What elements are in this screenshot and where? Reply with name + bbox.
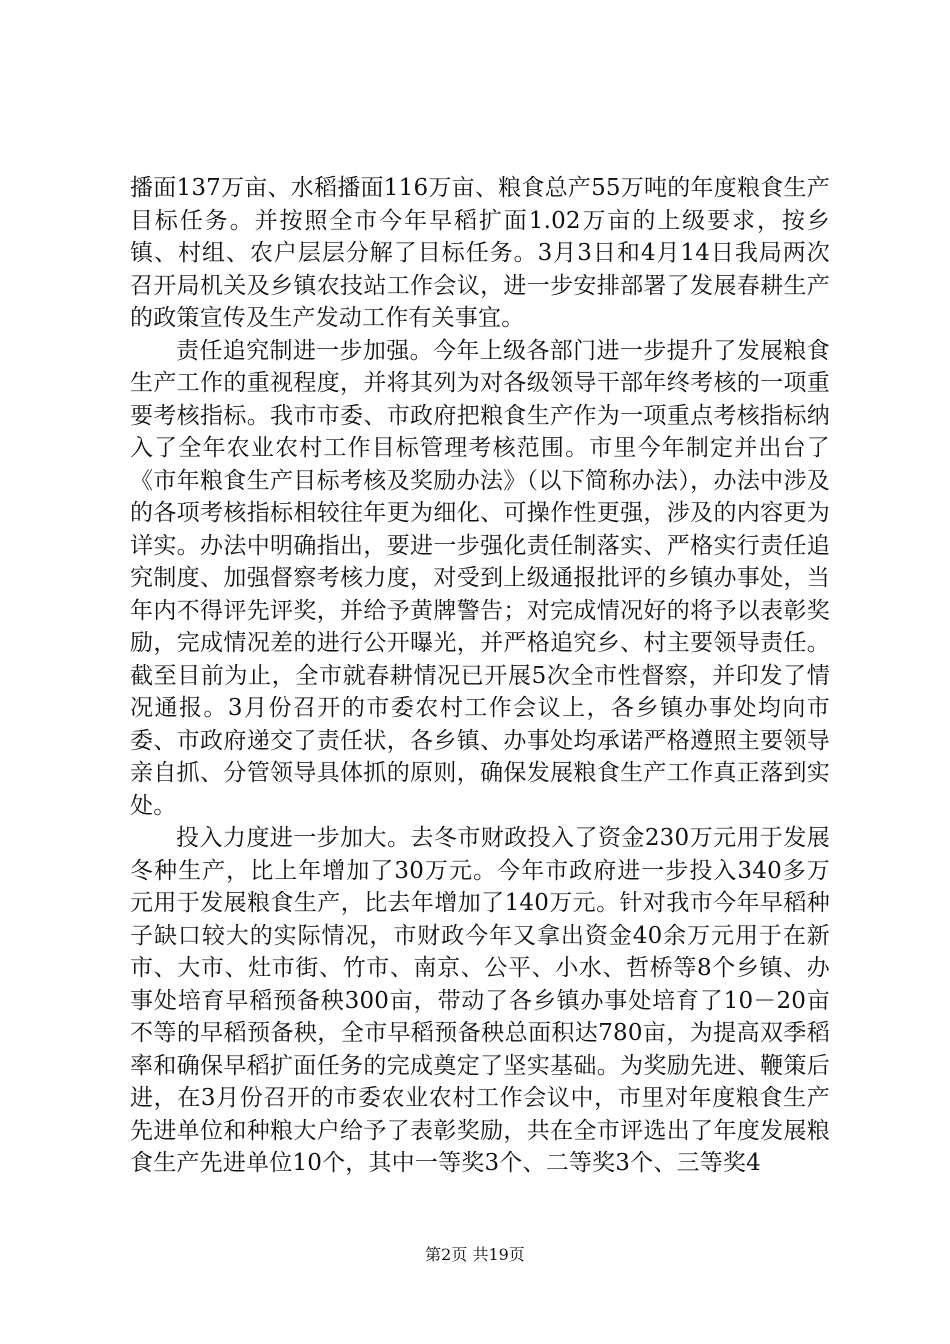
paragraph-investment: 投入力度进一步加大。去冬市财政投入了资金230万元用于发展冬种生产，比上年增加了30万元。今年市政府进一步投入340多万元用于发展粮食生产，比去年增加了140万元。针对我市今年早稻种子缺口较大的实际情况，市财政今年又拿出资金40余万元用于在新市、大市、灶市街、竹市、南京、公平、小水、哲桥等8个乡镇、办事处培育早稻预备秧300亩，带动了各乡镇办事处培育了10－20亩不等的早稻预备秧，全市早稻预备秧总面积达780亩，为提高双季稻率和确保早稻扩面任务的完成奠定了坚实基础。为奖励先进、鞭策后进，在3月份召开的市委农业农村工作会议中，市里对年度粮食生产先进单位和种粮大户给予了表彰奖励，共在全市评选出了年度发展粮食生产先进单位10个，其中一等奖3个、二等奖3个、三等奖4: [130, 825, 830, 1176]
paragraph-continuation: 播面137万亩、水稻播面116万亩、粮食总产55万吨的年度粮食生产目标任务。并按照全市今年早稻扩面1.02万亩的上级要求，按乡镇、村组、农户层层分解了目标任务。3月3日和4月14日我局两次召开局机关及乡镇农技站工作会议，进一步安排部署了发展春耕生产的政策宣传及生产发动工作有关事宜。: [130, 175, 830, 331]
page-footer: 第2页 共19页: [425, 1245, 525, 1264]
document-body: [130, 172, 830, 1180]
paragraph-responsibility: 责任追究制进一步加强。今年上级各部门进一步提升了发展粮食生产工作的重视程度，并将其列为对各级领导干部年终考核的一项重要考核指标。我市市委、市政府把粮食生产作为一项重点考核指标纳入了全年农业农村工作目标管理考核范围。市里今年制定并出台了《市年粮食生产目标考核及奖励办法》（以下简称办法），办法中涉及的各项考核指标相较往年更为细化、可操作性更强，涉及的内容更为详实。办法中明确指出，要进一步强化责任制落实、严格实行责任追究制度、加强督察考核力度，对受到上级通报批评的乡镇办事处，当年内不得评先评奖，并给予黄牌警告；对完成情况好的将予以表彰奖励，完成情况差的进行公开曝光，并严格追究乡、村主要领导责任。截至目前为止，全市就春耕情况已开展5次全市性督察，并印发了情况通报。3月份召开的市委农村工作会议上，各乡镇办事处均向市委、市政府递交了责任状，各乡镇、办事处均承诺严格遵照主要领导亲自抓、分管领导具体抓的原则，确保发展粮食生产工作真正落到实处。: [130, 337, 830, 819]
